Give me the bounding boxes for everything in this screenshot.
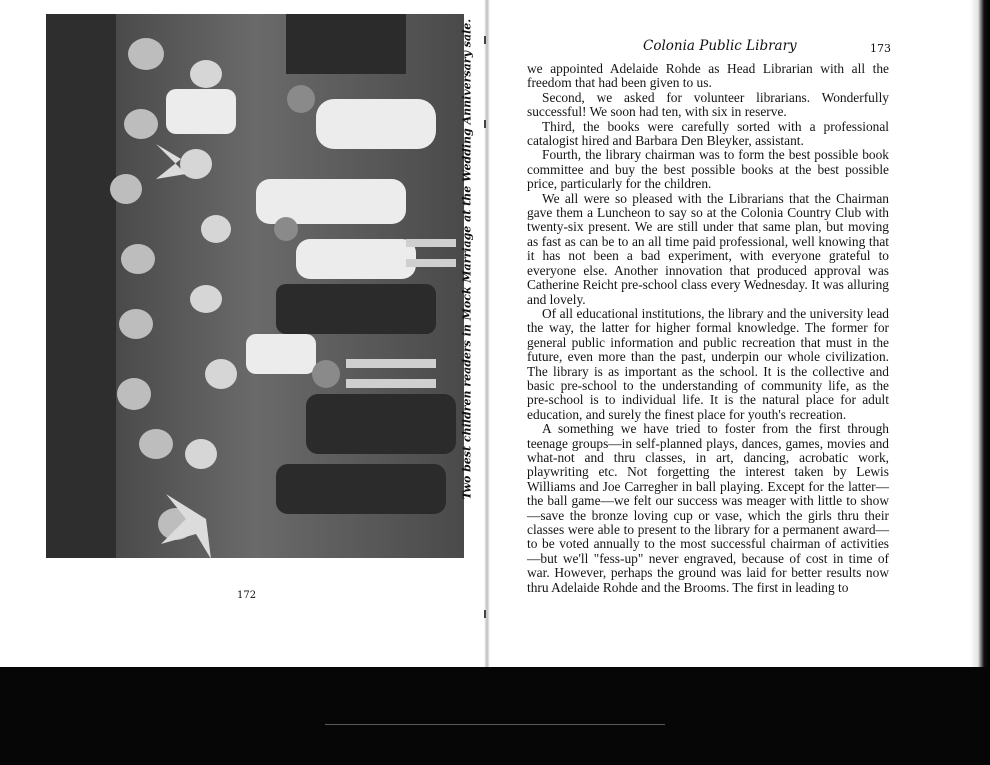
left-page-number: 172: [237, 590, 257, 601]
paragraph: A something we have tried to foster from the first through teenage groups—in self-planned plays, dances, games, movies and what-not and thru classes, in art, dancing, acrobatic work, playwriting etc. Not forgetting the interest taken by Lewis Williams and Joe Carregher in ball playing. Except for the latter—the ball game—we felt our success was meager with little to show—save the bronze loving cup or vase, which the girls thru their classes were able to present to the library for a permanent award—to be voted annually to the most successful chairman of activities—but we'll "fess-up" never engraved, because of cost in time of war. However, perhaps the ground was laid for better results now thru Adelaide Rohde and the Brooms. The first in leading to: [527, 421, 889, 595]
paragraph: Fourth, the library chairman was to form the best possible book committee and buy the best possible books at the best possible price, particularly for the children.: [527, 147, 889, 192]
paragraph: We all were so pleased with the Librarians that the Chairman gave them a Luncheon to say so at the Colonia Country Club with twenty-six present. We are still under that same plan, but moving as fast as can be to an all time paid professional, well knowing that it has not been a bad experiment, with everyone grateful to everyone else. Another innovation that produced approval was Catherine Reicht pre-school class every Wednesday. It was alluring and lovely.: [527, 190, 889, 307]
paragraph: Of all educational institutions, the library and the university lead the way, the latter for higher formal knowledge. The former for general public information and public recreation that must in the future, even more than the past, underpin our whole civilization. The library is as important as the school. It is the collective and basic pre-school to the understanding of community life, as the pre-school is to individual life. It is the natural place for adult education, and surely the finest place for youth's recreation.: [527, 305, 889, 422]
group-photograph: [46, 14, 464, 558]
children-group-image: [46, 14, 464, 558]
binding-mark: [484, 36, 486, 44]
photo-caption-area: [458, 18, 478, 500]
scanner-edge-line: [325, 724, 665, 725]
page-body-text: [527, 62, 889, 595]
binding-mark: [484, 610, 486, 618]
right-page-number: 173: [870, 42, 891, 55]
scan-background: [0, 667, 990, 765]
paragraph: Third, the books were carefully sorted with a professional catalogist hired and Barbara Den Bleyker, assistant.: [527, 118, 889, 149]
running-head: Colonia Public Library: [643, 38, 797, 54]
page-edge-shadow: [970, 0, 990, 667]
binding-mark: [484, 120, 486, 128]
paragraph: Second, we asked for volunteer librarians. Wonderfully successful! We soon had ten, with six in reserve.: [527, 89, 889, 120]
paragraph: we appointed Adelaide Rohde as Head Librarian with all the freedom that had been given to us.: [527, 61, 889, 91]
photo-caption: Two best children readers in Mock Marriage at the Wedding Anniversary sale.: [460, 18, 474, 500]
book-gutter: [484, 0, 490, 667]
